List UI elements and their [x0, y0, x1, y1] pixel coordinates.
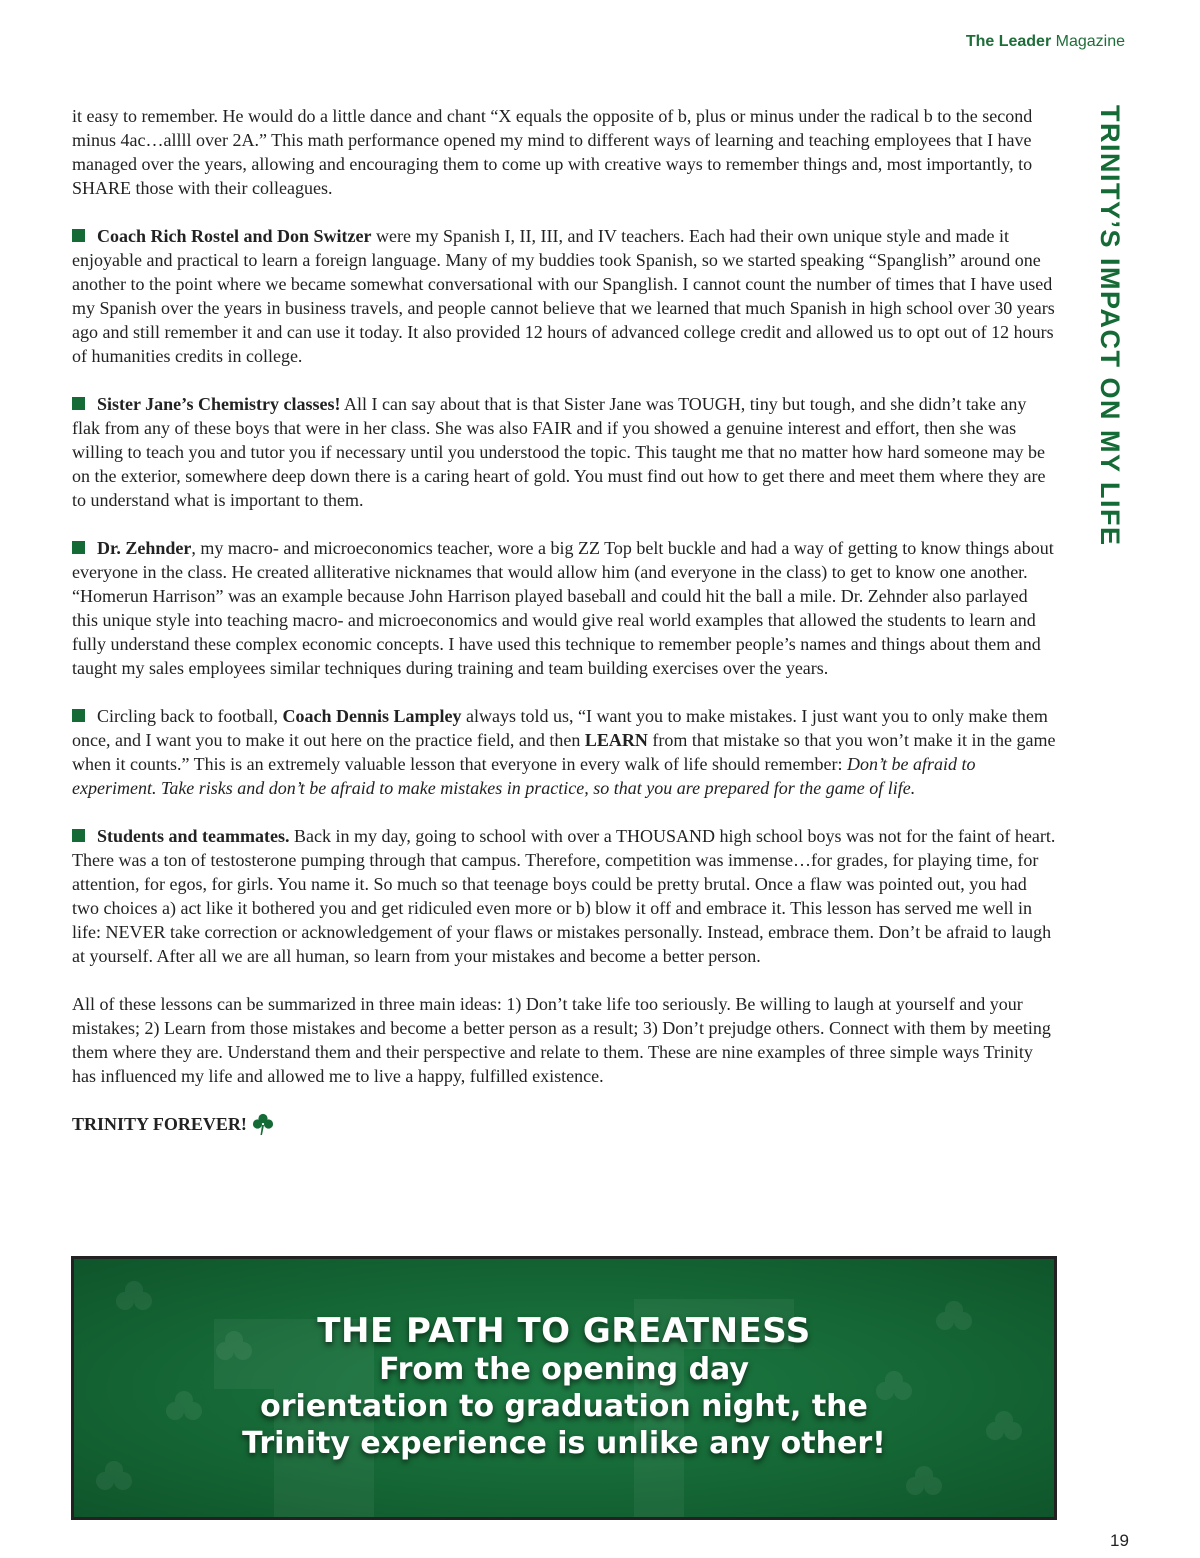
- banner-title: THE PATH TO GREATNESS: [317, 1311, 811, 1351]
- page-header: [966, 33, 1125, 51]
- publication-suffix: Magazine: [1055, 33, 1125, 50]
- paragraph-summary: All of these lessons can be summarized in three main ideas: 1) Don’t take life too seriously. Be willing to laugh at yourself and your mistakes; 2) Learn from those mistakes and become a better person as a result; 3) Don’t prejudge others. Connect with them by meeting them where they are. Understand them and their perspective and relate to them. These are nine examples of three simple ways Trinity has influenced my life and allowed me to live a happy, fulfilled existence.: [72, 994, 1051, 1086]
- banner-subtitle-line-3: Trinity experience is unlike any other!: [242, 1426, 886, 1461]
- square-bullet-icon: [72, 397, 85, 410]
- learn-bold: LEARN: [584, 730, 648, 750]
- article-body: [72, 104, 1057, 1166]
- promo-banner: [71, 1256, 1057, 1520]
- paragraph-students: [72, 824, 1057, 968]
- signoff: [72, 1112, 1057, 1142]
- paragraph-text: , my macro- and microeconomics teacher, wore a big ZZ Top belt buckle and had a way of getting to know things about everyone in the class. He created alliterative nicknames that would allow him (and everyone in the class) to get to know one another. “Homerun Harrison” was an example because John Harrison played baseball and could hit the ball a mile. Dr. Zehnder also parlayed this unique style into teaching macro- and microeconomics and would give real world examples that allowed the students to learn and fully understand these complex economic concepts. I have used this technique to remember people’s names and things about them and taught my sales employees similar techniques during training and team building exercises over the years.: [72, 538, 1054, 678]
- signoff-text: TRINITY FOREVER!: [72, 1114, 247, 1134]
- lead-in-bold: Sister Jane’s Chemistry classes!: [97, 394, 341, 414]
- lead-in-bold: Coach Rich Rostel and Don Switzer: [97, 226, 372, 246]
- publication-name: The Leader: [965, 33, 1052, 50]
- paragraph-math: it easy to remember. He would do a little dance and chant “X equals the opposite of b, plus or minus under the radical b to the second minus 4ac…allll over 2A.” This math performance opened my mind to different ways of learning and teaching employees that I have managed over the years, allowing and encouraging them to come up with creative ways to remember things and, most importantly, to SHARE those with their colleagues.: [72, 106, 1033, 198]
- italic-quote: Don’t be afraid to experiment. Take risks and don’t be afraid to make mistakes in practice, so that you are prepared for the game of life.: [72, 754, 976, 798]
- banner-text: [74, 1311, 1054, 1462]
- paragraph-text: All I can say about that is that Sister Jane was TOUGH, tiny but tough, and she didn’t take any flak from any of these boys that were in her class. She was also FAIR and if you showed a genuine interest and effort, then she was willing to teach you and tutor you if necessary until you understood the topic. This taught me that no matter how hard someone may be on the exterior, somewhere deep down there is a caring heart of gold. You must find out how to get there and meet them where they are to understand what is important to them.: [72, 394, 1046, 510]
- paragraph-economics: [72, 536, 1057, 680]
- paragraph-chemistry: [72, 392, 1057, 512]
- lead-in-bold: Students and teammates.: [97, 826, 290, 846]
- paragraph-text: were my Spanish I, II, III, and IV teachers. Each had their own unique style and made it enjoyable and practical to learn a foreign language. Many of my buddies took Spanish, so we started speaking “Spanglish” around one another to the point where we became somewhat conversational with our Spanglish. I cannot count the number of times that I have used my Spanish over the years in business travels, and people cannot believe that we learned that much Spanish in high school over 30 years ago and still remember it and can use it today. It also provided 12 hours of advanced college credit and allowed us to opt out of 12 hours of humanities credits in college.: [72, 226, 1055, 366]
- paragraph-text: Circling back to football,: [97, 706, 283, 726]
- square-bullet-icon: [72, 829, 85, 842]
- paragraph-spanish: [72, 224, 1057, 368]
- paragraph-text: Back in my day, going to school with over a THOUSAND high school boys was not for the faint of heart. There was a ton of testosterone pumping through that campus. Therefore, competition was immense…for grades, for playing time, for attention, for egos, for girls. You name it. So much so that teenage boys could be pretty brutal. Once a flaw was pointed out, you had two choices a) act like it bothered you and get ridiculed even more or b) blow it off and embrace it. This lesson has served me well in life: NEVER take correction or acknowledgement of your flaws or mistakes personally. Instead, embrace them. Don’t be afraid to laugh at yourself. After all we are all human, so learn from your mistakes and become a better person.: [72, 826, 1056, 966]
- shamrock-icon: [251, 1112, 275, 1142]
- square-bullet-icon: [72, 541, 85, 554]
- section-title-vertical: TRINITY’S IMPACT ON MY LIFE: [1095, 105, 1125, 547]
- lead-in-bold: Dr. Zehnder: [97, 538, 192, 558]
- coach-name-bold: Coach Dennis Lampley: [282, 706, 462, 726]
- square-bullet-icon: [72, 229, 85, 242]
- banner-subtitle-line-2: orientation to graduation night, the: [260, 1389, 868, 1424]
- square-bullet-icon: [72, 709, 85, 722]
- page-number: 19: [1110, 1531, 1129, 1550]
- paragraph-text: from that mistake so that you won’t make it in the game when it counts.” This is an extremely valuable lesson that everyone in every walk of life should remember:: [72, 730, 1056, 774]
- banner-subtitle-line-1: From the opening day: [379, 1352, 749, 1387]
- paragraph-football: [72, 704, 1057, 800]
- paragraph-text: always told us, “I want you to make mistakes. I just want you to only make them once, and I want you to make it out here on the practice field, and then: [72, 706, 1048, 750]
